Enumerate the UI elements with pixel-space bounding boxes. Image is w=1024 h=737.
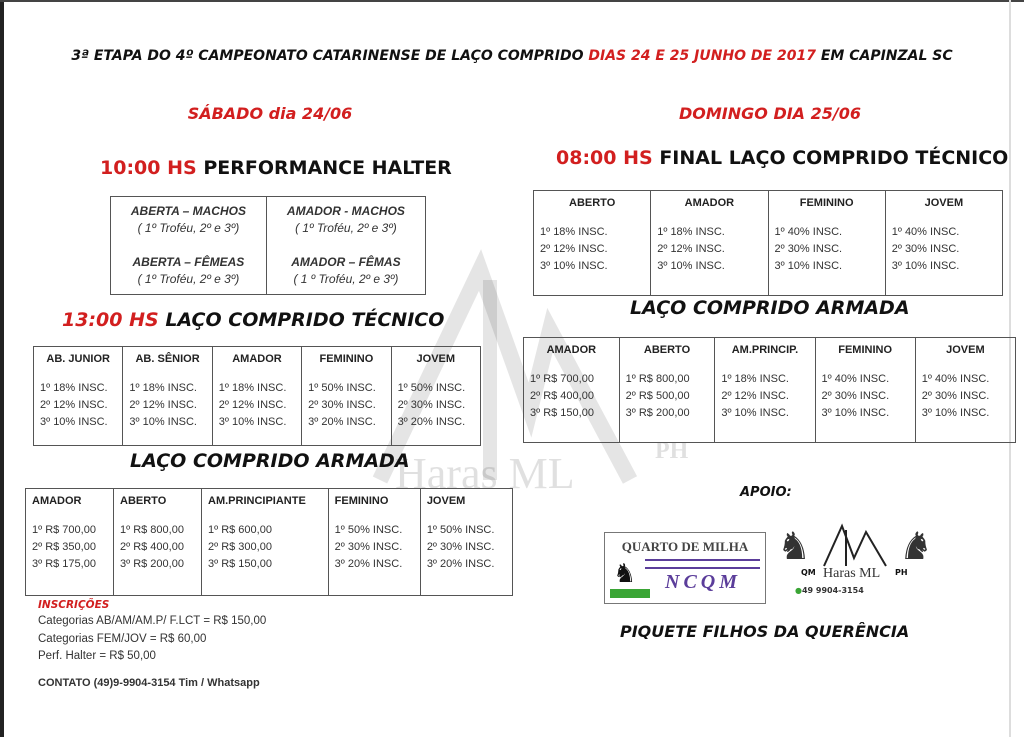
inscricoes-title: INSCRIÇÕES [38,599,110,611]
prize-row: 2º R$ 300,00 [208,541,272,553]
column-header: ABERTO [643,344,691,356]
halter-heading: 10:00 HS PERFORMANCE HALTER [100,157,452,179]
sun-armada-heading: LAÇO COMPRIDO ARMADA [630,297,910,319]
prize-row: 1º 40% INSC. [921,373,990,385]
halter-cell-amador: AMADOR - MACHOS ( 1º Troféu, 2º e 3º) AMADOR – FÊMAS ( 1 º Troféu, 2º e 3º) [266,197,425,295]
column-header: AMADOR [232,353,282,365]
horse-icon: ♞ [613,559,637,589]
haras-ph: PH [895,568,908,577]
prize-row: 2º 30% INSC. [334,541,403,553]
inscricao-line: Categorias FEM/JOV = R$ 60,00 [38,632,207,645]
tecnico-heading: 13:00 HS LAÇO COMPRIDO TÉCNICO [62,309,445,331]
table-cell [202,489,329,596]
prize-row: 2º 12% INSC. [40,399,108,411]
column-header: AMADOR [32,495,82,507]
prize-row: 2º R$ 350,00 [32,541,96,553]
prize-row: 3º 10% INSC. [721,407,789,419]
table-cell [123,347,212,446]
prize-row: 1º R$ 700,00 [530,373,594,385]
ncqm-green-bar [610,589,650,598]
column-header: JOVEM [416,353,456,365]
prize-row: 1º R$ 700,00 [32,524,96,536]
sunday-heading: DOMINGO DIA 25/06 [678,104,861,123]
table-cell [534,191,651,296]
column-header: AMADOR [684,197,735,209]
border-top [0,0,1024,2]
ncqm-top-text: QUARTO DE MILHA [621,539,749,554]
column-header: JOVEM [946,344,985,356]
prize-row: 2º 30% INSC. [397,399,466,411]
table-cell [524,338,620,443]
table-cell [328,489,420,596]
prize-row: 3º R$ 200,00 [625,407,690,419]
column-header: AM.PRINCIPIANTE [208,495,306,507]
prize-row: 3º 10% INSC. [657,260,725,272]
contact: CONTATO (49)9-9904-3154 Tim / Whatsapp [38,677,260,689]
column-header: JOVEM [924,197,964,209]
prize-row: 2º 12% INSC. [218,399,287,411]
prize-row: 2º 12% INSC. [540,243,608,255]
column-header: AMADOR [546,344,597,356]
final-heading: 08:00 HS FINAL LAÇO COMPRIDO TÉCNICO [556,147,1009,169]
table-cell [915,338,1015,443]
sat-armada-heading: LAÇO COMPRIDO ARMADA [130,450,410,472]
tecnico-table [33,346,481,446]
table-cell [212,347,301,446]
prize-row: 1º 40% INSC. [891,226,960,238]
ncqm-text: NCQM [665,571,742,593]
prize-row: 3º 10% INSC. [40,416,108,428]
prize-row: 3º R$ 150,00 [208,558,272,570]
prize-row: 1º 18% INSC. [218,382,287,394]
prize-row: 1º 40% INSC. [821,373,890,385]
prize-row: 1º 18% INSC. [129,382,197,394]
border-left [0,0,4,737]
table-cell [26,489,114,596]
prize-row: 1º 18% INSC. [657,226,725,238]
ncqm-stripes [645,559,760,569]
prize-row: 1º 50% INSC. [308,382,376,394]
prize-row: 3º 10% INSC. [921,407,990,419]
haras-phone: ●49 9904-3154 [795,586,864,595]
prize-row: 3º 10% INSC. [540,260,608,272]
table-cell [114,489,202,596]
table-cell [34,347,123,446]
table-cell [420,489,512,596]
prize-row: 2º 30% INSC. [308,399,376,411]
ncqm-logo [604,532,766,604]
table-cell [619,338,715,443]
column-header: ABERTO [120,495,167,507]
prize-row: 3º 10% INSC. [129,416,197,428]
prize-row: 2º 30% INSC. [921,390,990,402]
prize-row: 2º 12% INSC. [721,390,789,402]
inscricao-line: Categorias AB/AM/AM.P/ F.LCT = R$ 150,00 [38,615,267,627]
prize-row: 3º 10% INSC. [821,407,890,419]
rearing-horse-icon: ♞ [777,524,812,568]
saturday-heading: SÁBADO dia 24/06 [187,104,353,123]
prize-row: 2º R$ 400,00 [120,541,184,553]
prize-row: 3º 10% INSC. [218,416,287,428]
prize-row: 1º 50% INSC. [426,524,495,536]
apoio-label: APOIO: [740,485,792,500]
whatsapp-icon: ● [795,586,802,595]
halter-table [110,196,426,295]
sun-armada-table [523,337,1016,443]
column-header: FEMININO [334,495,389,507]
haras-qm: QM [801,568,816,577]
prize-row: 2º R$ 500,00 [625,390,690,402]
table-cell [651,191,768,296]
piquete-name: PIQUETE FILHOS DA QUERÊNCIA [620,622,910,641]
haras-ml-logo [775,520,935,604]
page-title: 3ª ETAPA DO 4º CAMPEONATO CATARINENSE DE LAÇO COMPRIDO DIAS 24 E 25 JUNHO DE 2017 EM CAPINZAL SC [71,48,953,64]
column-header: FEMININO [799,197,854,209]
rearing-horse-icon: ♞ [898,524,933,568]
prize-row: 1º 40% INSC. [774,226,843,238]
halter-cell-aberta: ABERTA – MACHOS ( 1º Troféu, 2º e 3º) ABERTA – FÊMEAS ( 1º Troféu, 2º e 3º) [111,197,267,295]
table-cell [302,347,391,446]
ala-mark [820,522,890,570]
prize-row: 3º 10% INSC. [891,260,960,272]
watermark-ph: PH [655,438,689,464]
prize-row: 3º 10% INSC. [774,260,843,272]
prize-row: 2º 30% INSC. [774,243,843,255]
column-header: AM.PRINCIP. [731,344,799,356]
prize-row: 1º 18% INSC. [721,373,789,385]
prize-row: 2º R$ 400,00 [530,390,594,402]
table-cell [715,338,815,443]
inscricao-line: Perf. Halter = R$ 50,00 [38,650,156,662]
prize-row: 2º 30% INSC. [891,243,960,255]
prize-row: 3º 20% INSC. [397,416,466,428]
prize-row: 1º 50% INSC. [397,382,466,394]
prize-row: 1º 18% INSC. [540,226,608,238]
prize-row: 3º R$ 150,00 [530,407,594,419]
prize-row: 2º 12% INSC. [129,399,197,411]
inscricoes-list [38,613,266,666]
prize-row: 1º 18% INSC. [40,382,108,394]
prize-row: 2º 30% INSC. [821,390,890,402]
prize-row: 1º 50% INSC. [334,524,403,536]
column-header: AB. JUNIOR [46,353,110,365]
column-header: FEMININO [319,353,374,365]
table-cell [391,347,480,446]
prize-row: 3º 20% INSC. [334,558,403,570]
final-table [533,190,1003,296]
prize-row: 3º 20% INSC. [308,416,376,428]
column-header: AB. SÊNIOR [135,353,200,365]
watermark-text: Haras ML [395,449,575,498]
prize-row: 1º R$ 800,00 [120,524,184,536]
table-cell [815,338,915,443]
column-header: FEMININO [838,344,893,356]
column-header: ABERTO [569,197,616,209]
prize-row: 2º 30% INSC. [426,541,495,553]
prize-row: 1º R$ 600,00 [208,524,272,536]
haras-name: Haras ML [823,566,881,581]
prize-row: 1º R$ 800,00 [625,373,690,385]
table-cell [885,191,1002,296]
sat-armada-table [25,488,513,596]
table-cell [768,191,885,296]
prize-row: 2º 12% INSC. [657,243,725,255]
prize-row: 3º R$ 200,00 [120,558,184,570]
prize-row: 3º 20% INSC. [426,558,495,570]
column-header: JOVEM [426,495,466,507]
prize-row: 3º R$ 175,00 [32,558,96,570]
